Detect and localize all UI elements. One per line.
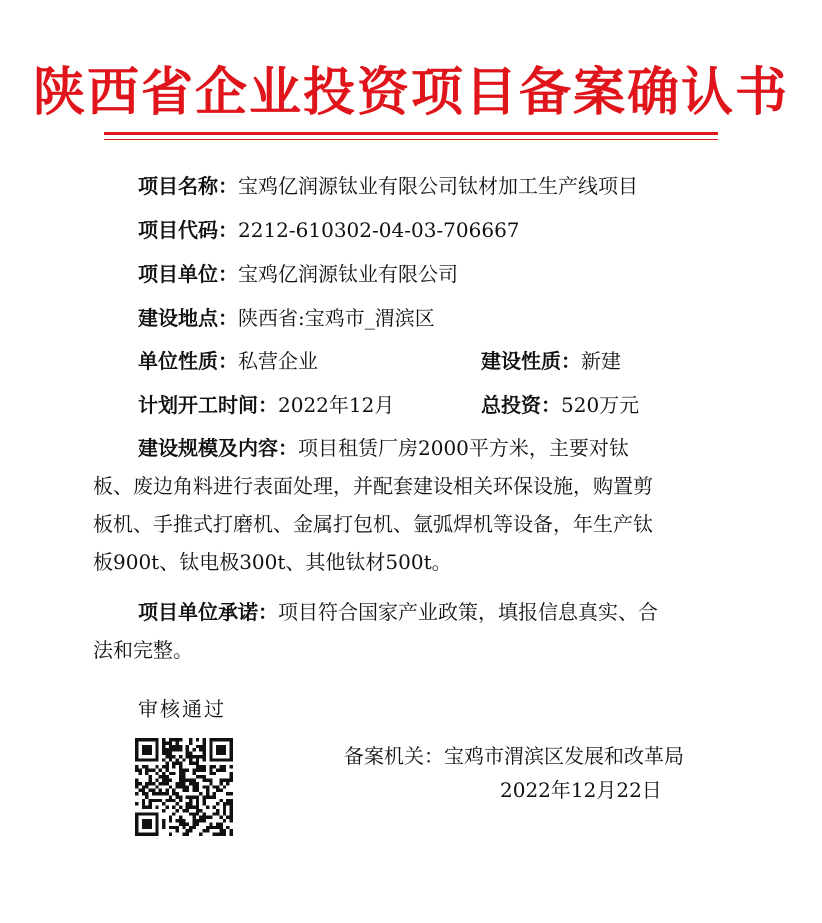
scope-line (93, 429, 733, 467)
field-value: 宝鸡亿润源钛业有限公司 (238, 262, 458, 286)
scope-text: 项目租赁厂房2000平方米，主要对钛 (298, 436, 629, 460)
field-start-time (138, 393, 394, 417)
field-label: 项目单位： (138, 262, 238, 286)
field-value: 2212-610302-04-03-706667 (238, 218, 520, 242)
filing-date: 2022年12月22日 (500, 778, 662, 802)
field-value: 520万元 (561, 393, 640, 417)
field-label: 项目名称： (138, 174, 238, 198)
field-construction-nature (481, 349, 621, 373)
field-label: 总投资： (481, 393, 561, 417)
scope-line: 板机、手推式打磨机、金属打包机、氩弧焊机等设备，年生产钛 (93, 512, 653, 536)
field-label: 建设性质： (481, 349, 581, 373)
field-value: 新建 (581, 349, 621, 373)
field-location (138, 306, 435, 330)
scope-line: 板900t、钛电极300t、其他钛材500t。 (93, 550, 452, 574)
qr-code-icon (135, 738, 233, 836)
field-project-unit (138, 262, 458, 286)
field-project-name (138, 174, 638, 198)
field-value: 宝鸡亿润源钛业有限公司钛材加工生产线项目 (238, 174, 638, 198)
field-label: 项目代码： (138, 218, 238, 242)
commitment-text: 项目符合国家产业政策，填报信息真实、合 (278, 600, 658, 624)
commitment-label: 项目单位承诺： (138, 600, 278, 624)
field-value: 陕西省:宝鸡市_渭滨区 (238, 306, 435, 330)
scope-label: 建设规模及内容： (138, 436, 298, 460)
field-label: 单位性质： (138, 349, 238, 373)
field-value: 私营企业 (238, 349, 318, 373)
commitment-line: 法和完整。 (93, 638, 193, 662)
field-value: 2022年12月 (278, 393, 395, 417)
field-total-investment (481, 393, 639, 417)
filing-agency: 备案机关：宝鸡市渭滨区发展和改革局 (344, 744, 684, 768)
title-rule-thin (104, 139, 718, 140)
field-label: 建设地点： (138, 306, 238, 330)
field-project-code (138, 218, 520, 242)
commitment-line (93, 593, 733, 631)
commitment-paragraph (93, 593, 733, 669)
approval-status: 审核通过 (138, 697, 226, 721)
field-label: 计划开工时间： (138, 393, 278, 417)
scope-line: 板、废边角料进行表面处理，并配套建设相关环保设施，购置剪 (93, 474, 653, 498)
field-unit-nature (138, 349, 318, 373)
scope-paragraph (93, 429, 733, 581)
document-title: 陕西省企业投资项目备案确认书 (32, 62, 789, 123)
title-rule-thick (104, 132, 718, 135)
